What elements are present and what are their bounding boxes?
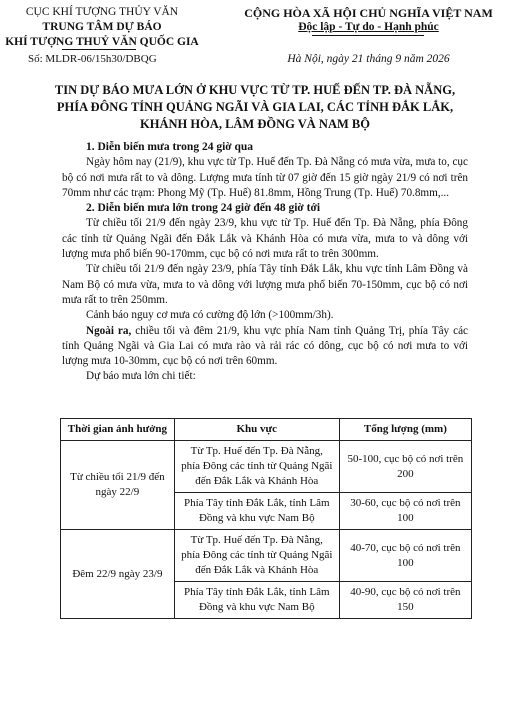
- section2-para1: Từ chiều tối 21/9 đến ngày 23/9, khu vực từ Tp. Huế đến Tp. Đà Nẵng, phía Đông các tỉnh từ Quảng Ngãi đến Đắk Lắk và Khánh Hòa có mưa vừa, mưa to và dông với lượng mưa phổ biến 90-170mm, cục bộ có nơi mưa rất to trên 300mm.: [62, 217, 468, 261]
- area-cell: Phía Tây tỉnh Đắk Lắk, tỉnh Lâm Đồng và khu vực Nam Bộ: [174, 582, 339, 619]
- section2-heading: 2. Diễn biến mưa lớn trong 24 giờ đến 48 giờ tới: [86, 202, 321, 215]
- detail-intro: Dự báo mưa lớn chi tiết:: [86, 370, 196, 383]
- agency-line2: KHÍ TƯỢNG THUỶ VĂN QUỐC GIA: [5, 36, 199, 48]
- document-title: TIN DỰ BÁO MƯA LỚN Ở KHU VỰC TỪ TP. HUẾ ĐẾN TP. ĐÀ NẴNG, PHÍA ĐÔNG TỈNH QUẢNG NGÃI VÀ GIA LAI, CÁC TỈNH ĐẮK LẮK, KHÁNH HÒA, LÂM ĐỒNG VÀ NAM BỘ: [54, 83, 456, 131]
- section2-para2: Từ chiều tối 21/9 đến ngày 23/9, phía Tây tỉnh Đắk Lắk, khu vực tỉnh Lâm Đồng và Nam Bộ có mưa vừa, mưa to và dông với lượng mưa phổ biến 70-150mm, cục bộ có nơi mưa rất to trên 250mm.: [62, 263, 468, 306]
- agency-line1: TRUNG TÂM DỰ BÁO: [42, 21, 162, 33]
- area-cell: Từ Tp. Huế đến Tp. Đà Nẵng, phía Đông các tỉnh từ Quảng Ngãi đến Đắk Lắk và Khánh Hòa: [174, 441, 339, 493]
- section1-heading: 1. Diễn biến mưa trong 24 giờ qua: [86, 141, 254, 153]
- document-header: [0, 6, 511, 70]
- table-header-row: [61, 419, 472, 441]
- section2-para3: Cảnh báo nguy cơ mưa có cường độ lớn (>100mm/3h).: [86, 309, 334, 322]
- header-rule-right: [312, 35, 424, 36]
- area-cell: Từ Tp. Huế đến Tp. Đà Nẵng, phía Đông các tỉnh từ Quảng Ngãi đến Đắk Lắk và Khánh Hòa: [174, 530, 339, 582]
- section2-para4: [62, 324, 468, 370]
- time-cell: Từ chiều tối 21/9 đến ngày 22/9: [61, 441, 175, 530]
- header-rule-left: [62, 49, 136, 50]
- header-amount: Tổng lượng (mm): [339, 419, 471, 441]
- section1-para1: Ngày hôm nay (21/9), khu vực từ Tp. Huế đến Tp. Đà Nẵng có mưa vừa, mưa to, cục bộ có nơi mưa rất to và dông. Lượng mưa tính từ 07 giờ đến 15 giờ ngày 21/9 có nơi trên 70mm như các trạm: Phong Mỹ (Tp. Huế) 81.8mm, Hồng Trung (Tp. Huế) 70.8mm,...: [62, 156, 468, 199]
- agency-parent: CỤC KHÍ TƯỢNG THỦY VĂN: [25, 6, 179, 18]
- doc-number: Số: MLDR-06/15h30/DBQG: [28, 53, 157, 65]
- motto: [228, 21, 509, 33]
- para4-bold: Ngoài ra,: [86, 324, 132, 337]
- time-cell: Đêm 22/9 ngày 23/9: [61, 530, 175, 619]
- place-date: Hà Nội, ngày 21 tháng 9 năm 2026: [287, 53, 450, 65]
- header-area: Khu vực: [174, 419, 339, 441]
- country-name: CỘNG HÒA XÃ HỘI CHỦ NGHĨA VIỆT NAM: [244, 6, 493, 20]
- header-time: Thời gian ảnh hưởng: [61, 419, 175, 441]
- motto-text: Độc lập - Tự do - Hạnh phúc: [298, 21, 439, 33]
- para4-rest: chiều tối và đêm 21/9, khu vực phía Nam tỉnh Quảng Trị, phía Tây các tỉnh Quảng Ngãi và Gia Lai có mưa rào và rải rác có dông, cục bộ có nơi mưa to với lượng mưa 10-30mm, cục bộ có nơi trên 60mm.: [62, 324, 468, 368]
- amount-cell: 50-100, cục bộ có nơi trên 200: [339, 441, 471, 493]
- table-row: [61, 530, 472, 582]
- table-row: [61, 441, 472, 493]
- area-cell: Phía Tây tỉnh Đắk Lắk, tỉnh Lâm Đồng và khu vực Nam Bộ: [174, 493, 339, 530]
- document-body: [62, 140, 468, 385]
- amount-cell: 40-90, cục bộ có nơi trên 150: [339, 582, 471, 619]
- amount-cell: 40-70, cục bộ có nơi trên 100: [339, 530, 471, 582]
- amount-cell: 30-60, cục bộ có nơi trên 100: [339, 493, 471, 530]
- forecast-table: [60, 418, 472, 619]
